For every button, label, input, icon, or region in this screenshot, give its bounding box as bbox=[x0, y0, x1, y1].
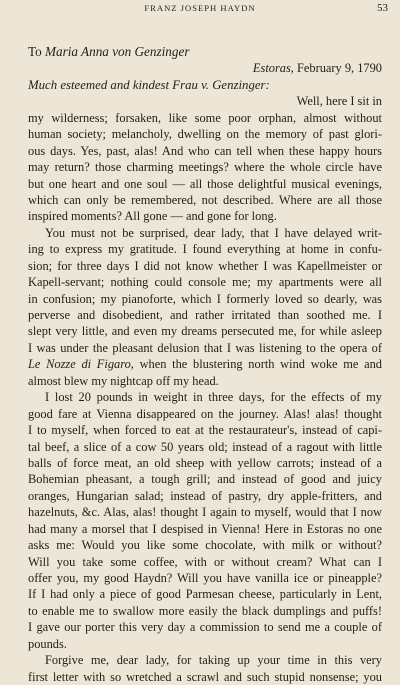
opera-title: Le Nozze di Figaro, bbox=[28, 357, 134, 372]
text-line: Bohemian pheasant, a tough grill; and instead of good and juicy bbox=[28, 472, 382, 487]
text-line: hazelnuts, &c. Alas, alas! thought I again to myself, would that I now bbox=[28, 505, 382, 520]
text-line: I lost 20 pounds in weight in three days, for the effects of my bbox=[45, 390, 382, 405]
text-line: but one heart and one soul — all those delightful musical evenings, bbox=[28, 176, 382, 191]
text-line: had many a morsel that I despised in Vienna! Here in Estoras no one bbox=[28, 521, 382, 536]
text-line: Well, here I sit in bbox=[296, 94, 382, 109]
letter-dateline bbox=[28, 60, 382, 76]
text-line: asks me: Would you like some chocolate, with milk or without? bbox=[28, 538, 382, 553]
text-line: You must not be surprised, dear lady, that I have delayed writ- bbox=[45, 225, 382, 240]
text-line: human society; melancholy, dwelling on the memory of past glori- bbox=[28, 127, 382, 142]
text-line: perverse and disobedient, and rather irritated than soothed me. I bbox=[28, 308, 382, 322]
text-line: Forgive me, dear lady, for taking up your time in this very bbox=[45, 653, 382, 668]
text-line: sion; for three days I did not know whether I was Kapellmeister or bbox=[28, 258, 382, 273]
text-line: tal beef, a slice of a cow 50 years old; instead of a ragout with little bbox=[28, 439, 382, 454]
text-line: Kapell-servant; nothing could console me; my apartments were all bbox=[28, 275, 382, 290]
text-line: good fare at Vienna disappeared on the journey. Alas! alas! thought bbox=[28, 406, 382, 421]
addressee-name: Maria Anna von Genzinger bbox=[45, 44, 190, 59]
letter-salutation: Much esteemed and kindest Frau v. Genzinger: bbox=[28, 77, 270, 92]
addressee-prefix: To bbox=[28, 44, 46, 59]
text-line: my wilderness; forsaken, like some poor orphan, almost without bbox=[28, 110, 382, 125]
opera-line-rest: when the blustering north wind woke me and bbox=[133, 357, 383, 372]
text-line: slept very little, and even my dreams persecuted me, for while asleep bbox=[28, 324, 382, 339]
text-line: may return? those charming meetings? where the whole circle have bbox=[28, 160, 382, 175]
text-line: I to myself, when forced to eat at the restaurateur's, instead of capi- bbox=[28, 423, 382, 438]
running-head bbox=[0, 2, 400, 16]
letter-addressee bbox=[28, 44, 382, 60]
text-line: I gave our porter this very day a commission to send me a couple of bbox=[28, 620, 382, 635]
text-line: ous days. Yes, past, alas! And who can tell when these happy hours bbox=[28, 143, 382, 158]
text-line: balls of force meat, an old sheep with yellow carrots; instead of a bbox=[28, 455, 382, 470]
text-line: inspired moments? All gone — and gone for long. bbox=[28, 209, 277, 224]
text-line: I was under the pleasant delusion that I was listening to the opera of bbox=[28, 340, 382, 355]
text-line: first letter with so wretched a scrawl and such stupid nonsense; you bbox=[28, 669, 382, 684]
letter-place: Estoras, bbox=[252, 61, 294, 76]
text-line: pounds. bbox=[28, 636, 67, 651]
text-line: ing to express my gratitude. I found everything at home in confu- bbox=[28, 242, 382, 257]
text-line: offer you, my good Haydn? Will you have vanilla ice or pineapple? bbox=[28, 571, 382, 585]
text-line: oranges, Hungarian salad; instead of pastry, dry apple-fritters, and bbox=[28, 488, 382, 503]
text-line: to enable me to swallow more easily the black dumplings and puffs! bbox=[28, 603, 382, 618]
text-line: almost blew my nightcap off my head. bbox=[28, 373, 219, 388]
text-line bbox=[28, 356, 382, 372]
text-line: which can only be remembered, not described. Where are all those bbox=[28, 192, 382, 207]
letter-body bbox=[28, 44, 382, 685]
text-line: If I had only a piece of good Parmesan cheese, particularly in Lent, bbox=[28, 587, 382, 602]
text-line: Will you take some coffee, with or without cream? What can I bbox=[28, 554, 382, 569]
letter-date: February 9, 1790 bbox=[293, 61, 382, 76]
letter-text bbox=[28, 93, 382, 685]
running-title: FRANZ JOSEPH HAYDN bbox=[144, 3, 256, 13]
text-line: in confusion; my pianoforte, which I formerly loved so dearly, was bbox=[28, 291, 382, 306]
page-number: 53 bbox=[377, 2, 388, 14]
